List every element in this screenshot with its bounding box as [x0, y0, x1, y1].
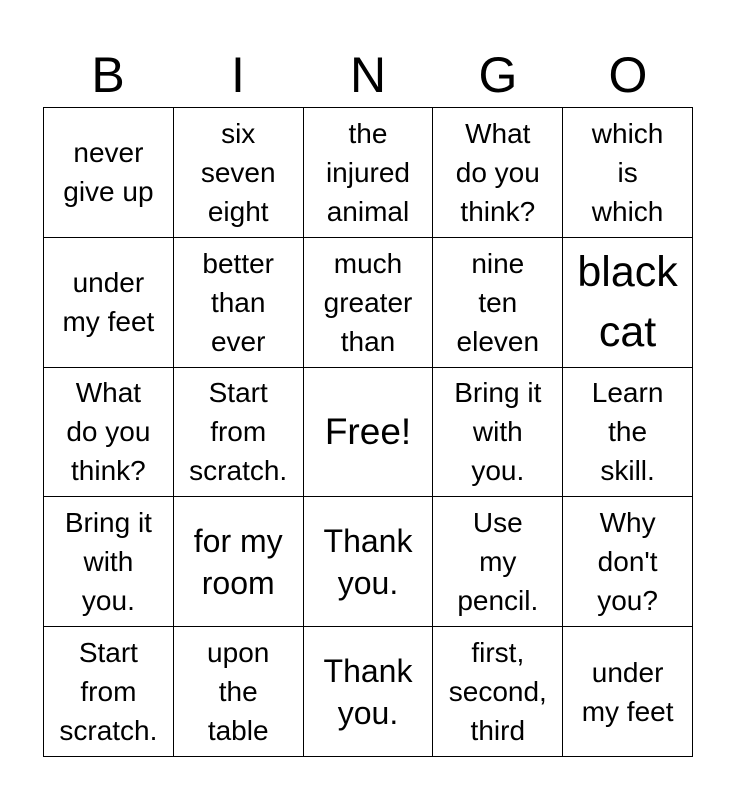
cell-label: the injured animal: [325, 117, 411, 227]
bingo-cell-r5-c5[interactable]: [563, 627, 693, 757]
cell-label: which is which: [591, 117, 664, 227]
cell-label: upon the table: [207, 637, 270, 747]
bingo-cell-r4-c1[interactable]: [44, 497, 174, 627]
header-letter-i: I: [231, 47, 245, 103]
bingo-cell-r1-c5[interactable]: [563, 108, 693, 238]
cell-label: Bring it with you.: [64, 507, 152, 617]
bingo-cell-r2-c3[interactable]: [304, 238, 434, 368]
bingo-cell-r3-c5[interactable]: [563, 368, 693, 498]
bingo-cell-r3-c2[interactable]: [174, 368, 304, 498]
bingo-header: [43, 46, 693, 104]
cell-label: Why don't you?: [597, 507, 658, 617]
cell-label: under my feet: [62, 267, 155, 338]
cell-label: Thank you.: [323, 652, 413, 731]
free-space-cell[interactable]: [304, 368, 434, 498]
bingo-cell-r5-c2[interactable]: [174, 627, 304, 757]
cell-label: Use my pencil.: [457, 507, 539, 617]
bingo-cell-r1-c4[interactable]: [433, 108, 563, 238]
cell-label: nine ten eleven: [456, 247, 540, 357]
cell-label: Start from scratch.: [59, 637, 158, 747]
cell-label: better than ever: [202, 247, 274, 357]
bingo-cell-r4-c4[interactable]: [433, 497, 563, 627]
cell-label: much greater than: [323, 247, 413, 357]
cell-label: never give up: [63, 137, 154, 208]
cell-label: Bring it with you.: [454, 377, 542, 487]
bingo-cell-r2-c1[interactable]: [44, 238, 174, 368]
cell-label: for my room: [193, 522, 283, 601]
cell-label: six seven eight: [200, 117, 276, 227]
bingo-cell-r5-c1[interactable]: [44, 627, 174, 757]
cell-label: What do you think?: [455, 117, 540, 227]
cell-label: What do you think?: [66, 377, 151, 487]
bingo-cell-r2-c2[interactable]: [174, 238, 304, 368]
cell-label: black cat: [577, 248, 678, 357]
cell-label: under my feet: [581, 656, 674, 727]
bingo-cell-r3-c4[interactable]: [433, 368, 563, 498]
bingo-board: [43, 107, 693, 757]
bingo-cell-r4-c3[interactable]: [304, 497, 434, 627]
bingo-cell-r3-c1[interactable]: [44, 368, 174, 498]
cell-label: first, second, third: [448, 637, 547, 747]
cell-label: Thank you.: [323, 522, 413, 601]
header-letter-o: O: [608, 47, 648, 103]
bingo-cell-r2-c5[interactable]: [563, 238, 693, 368]
header-letter-n: N: [349, 47, 387, 103]
header-letter-g: G: [478, 47, 518, 103]
free-space-label: Free!: [324, 410, 412, 452]
cell-label: Learn the skill.: [591, 377, 664, 487]
header-letter-b: B: [91, 47, 125, 103]
cell-label: Start from scratch.: [189, 377, 288, 487]
bingo-cell-r4-c5[interactable]: [563, 497, 693, 627]
bingo-cell-r1-c1[interactable]: [44, 108, 174, 238]
bingo-cell-r1-c2[interactable]: [174, 108, 304, 238]
bingo-cell-r5-c4[interactable]: [433, 627, 563, 757]
bingo-cell-r2-c4[interactable]: [433, 238, 563, 368]
bingo-cell-r5-c3[interactable]: [304, 627, 434, 757]
bingo-cell-r4-c2[interactable]: [174, 497, 304, 627]
bingo-cell-r1-c3[interactable]: [304, 108, 434, 238]
